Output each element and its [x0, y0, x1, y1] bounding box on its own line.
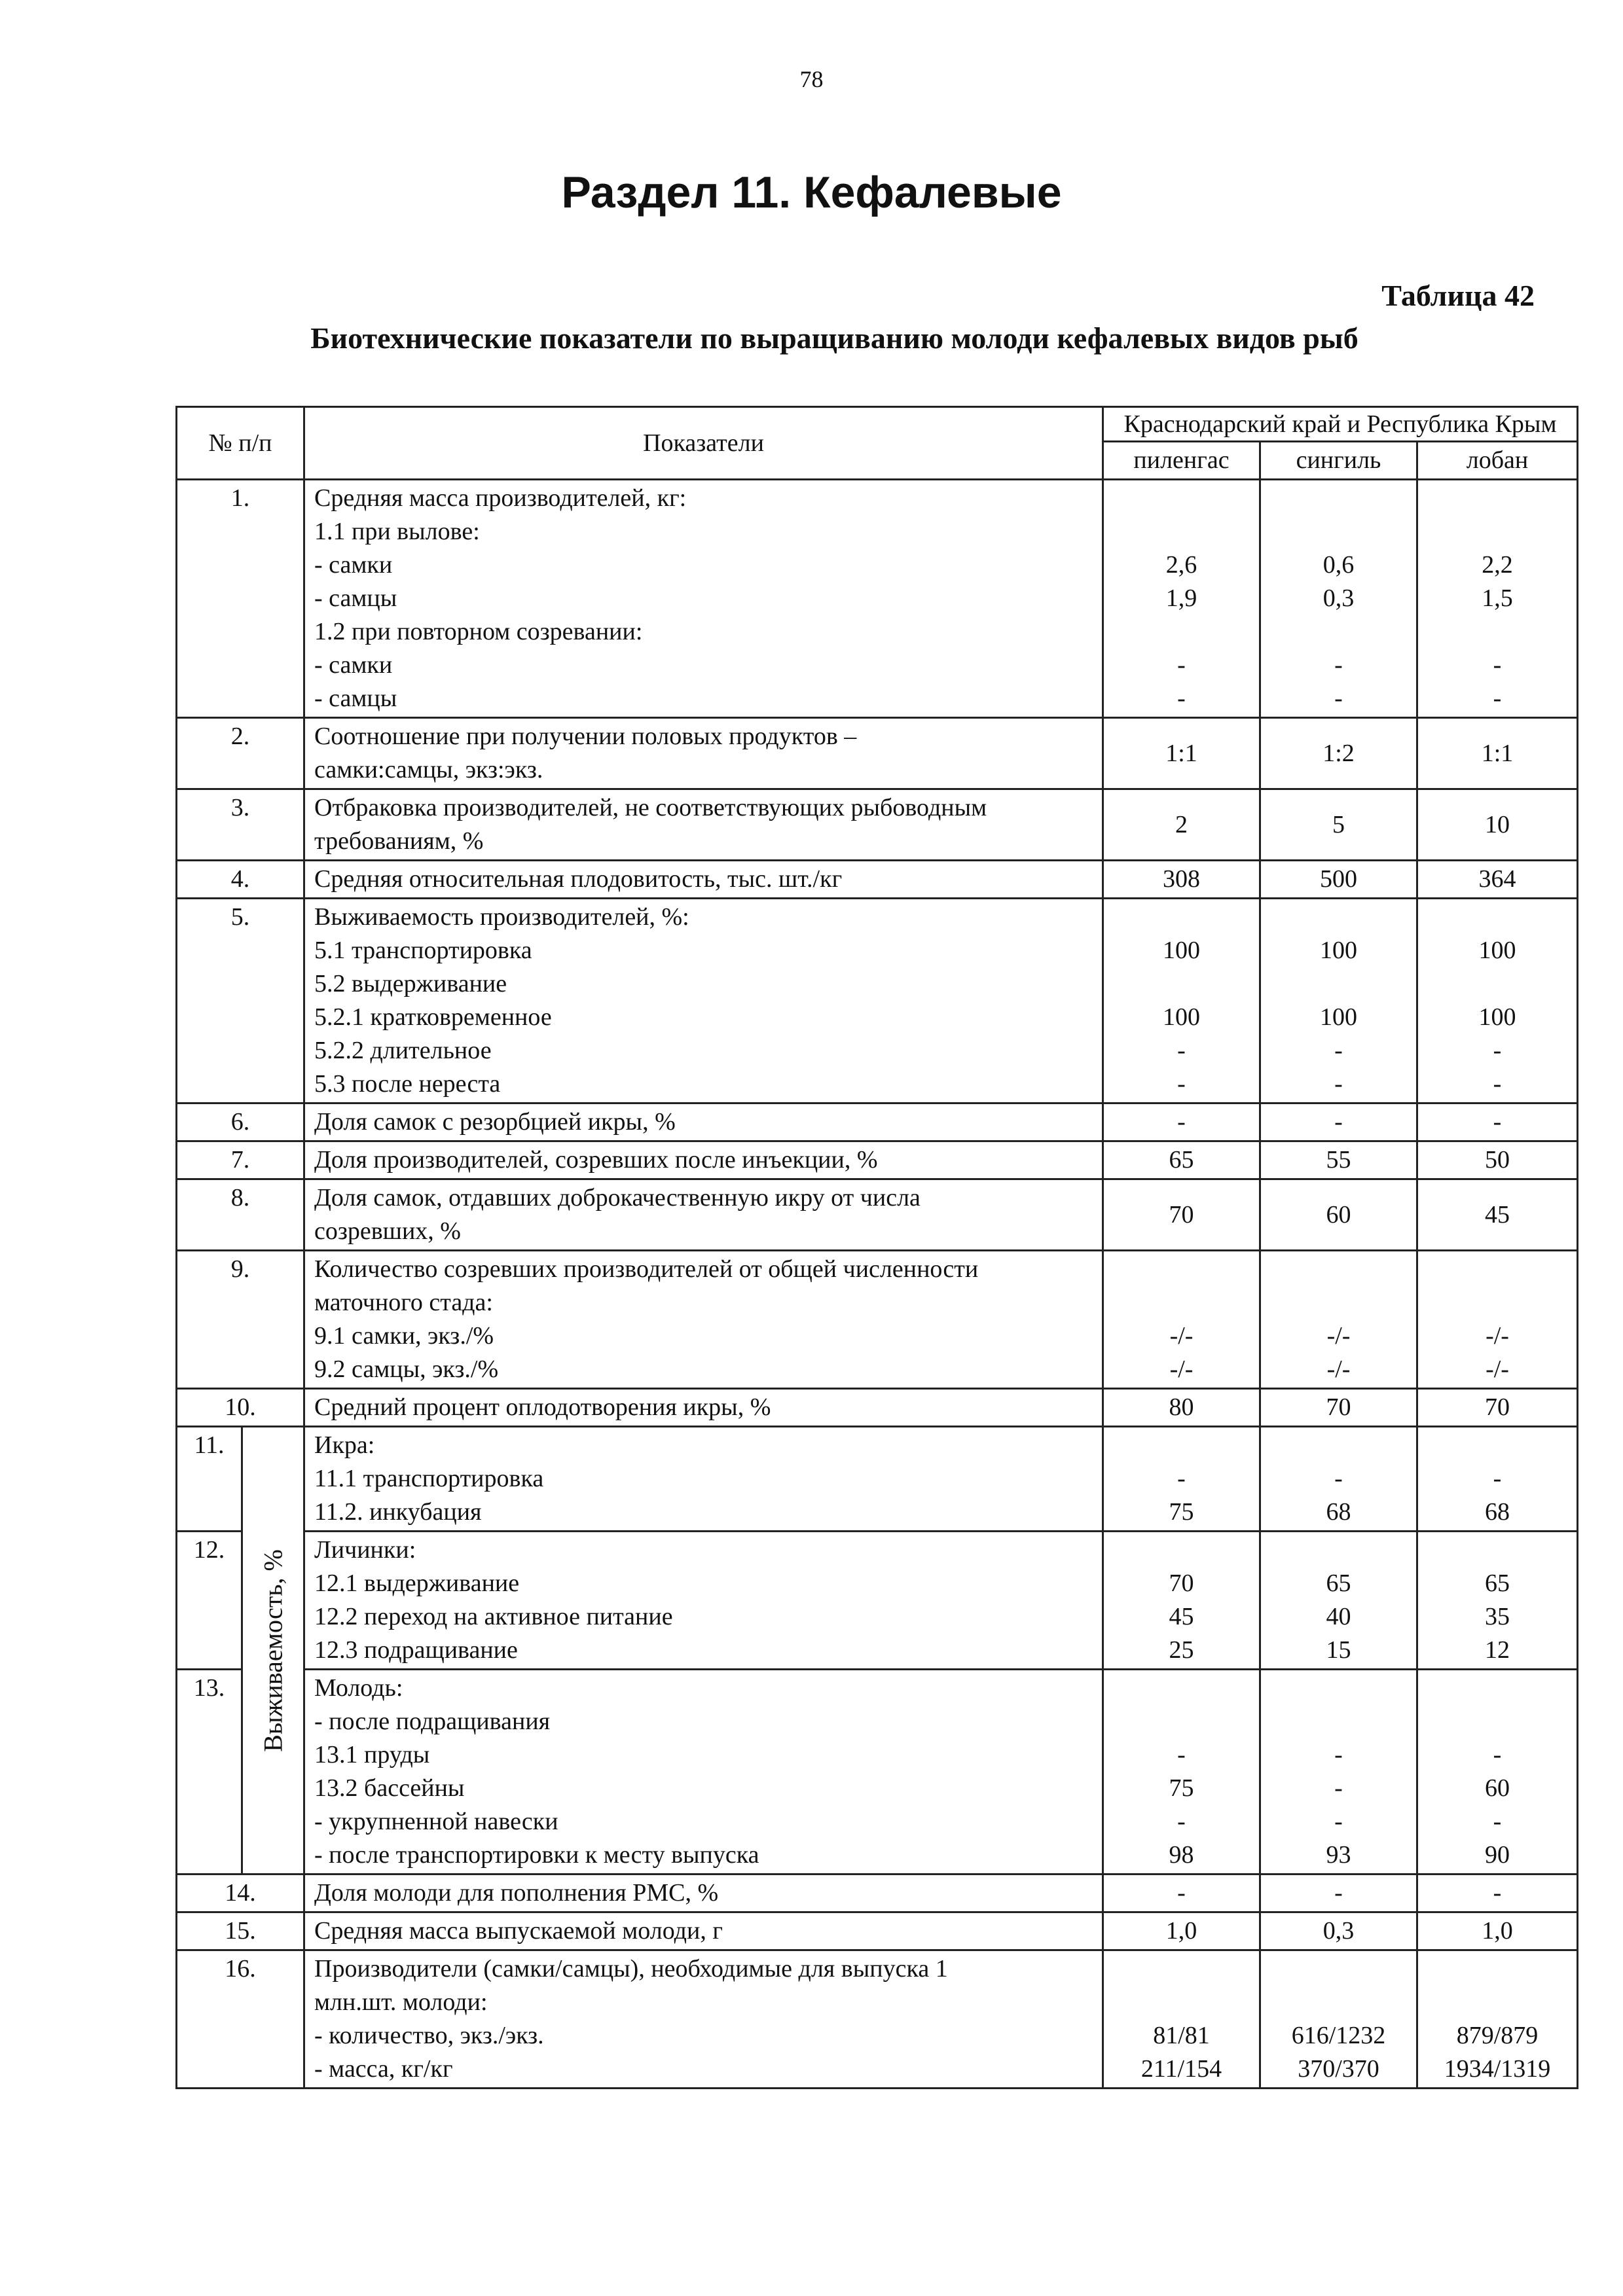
value-cell-pilengas: [1103, 1912, 1260, 1950]
value-cell-loban: [1417, 1389, 1578, 1427]
value-line: [1270, 1534, 1407, 1567]
value: 0,3: [1322, 1917, 1355, 1945]
value-line: 370/370: [1298, 2055, 1379, 2083]
value: 1:2: [1322, 739, 1355, 767]
value-line: 98: [1169, 1841, 1194, 1869]
value-line: 211/154: [1140, 2055, 1222, 2083]
value-cell-loban: [1417, 861, 1578, 899]
value-line: -: [1177, 685, 1186, 712]
header-region: Краснодарский край и Республика Крым: [1103, 407, 1578, 442]
value-cell-loban: [1417, 1251, 1578, 1389]
value-line: [1270, 1429, 1407, 1462]
value-line: [1427, 1286, 1567, 1319]
value: 70: [1326, 1393, 1351, 1421]
value: 70: [1485, 1393, 1510, 1421]
value-line: -: [1177, 1070, 1186, 1098]
value-line: 60: [1485, 1774, 1510, 1802]
indicator-cell: [304, 1912, 1103, 1950]
indicator-line: 9.1 самки, экз./%: [314, 1322, 494, 1350]
value-line: 100: [1320, 1003, 1357, 1031]
table-row: [177, 899, 1578, 1103]
row-number: 2.: [177, 718, 304, 789]
table-row: [177, 718, 1578, 789]
table-row: [177, 1103, 1578, 1141]
value-cell-pilengas: [1103, 1179, 1260, 1251]
header-species-loban: лобан: [1417, 442, 1578, 480]
table-row: [177, 480, 1578, 718]
page-number: 78: [799, 66, 824, 92]
indicator-line: Средняя относительная плодовитость, тыс. шт./кг: [314, 865, 843, 893]
section-title: Раздел 11. Кефалевые: [561, 168, 1062, 217]
value: -: [1177, 1108, 1186, 1136]
indicator-cell: [304, 1389, 1103, 1427]
value-line: -: [1177, 1465, 1186, 1492]
value-cell-pilengas: [1103, 1103, 1260, 1141]
value-line: -: [1177, 1808, 1186, 1835]
value: 1:1: [1481, 739, 1514, 767]
indicator-line: Средняя масса выпускаемой молоди, г: [314, 1917, 723, 1945]
indicator-line: Молодь:: [314, 1674, 403, 1702]
value-line: -: [1334, 1465, 1343, 1492]
indicator-cell: [304, 1532, 1103, 1670]
row-number: 4.: [177, 861, 304, 899]
value-line: [1427, 1534, 1567, 1567]
value: 55: [1326, 1146, 1351, 1174]
value-cell-singil: [1260, 1389, 1417, 1427]
value-line: [1427, 1429, 1567, 1462]
indicator-line: Соотношение при получении половых продуктов –: [314, 723, 857, 750]
indicator-cell: [304, 861, 1103, 899]
value-line: 75: [1169, 1498, 1194, 1526]
value-cell-singil: [1260, 1532, 1417, 1670]
value-line: 100: [1478, 1003, 1516, 1031]
value-line: [1113, 515, 1250, 548]
value-cell-pilengas: [1103, 1950, 1260, 2089]
value-cell-singil: [1260, 480, 1417, 718]
value-line: 35: [1485, 1603, 1510, 1630]
value-cell-loban: [1417, 1179, 1578, 1251]
value-cell-singil: [1260, 1427, 1417, 1532]
value-line: 68: [1326, 1498, 1351, 1526]
value-line: 65: [1485, 1570, 1510, 1597]
indicator-line: 13.1 пруды: [314, 1741, 430, 1768]
value-cell-loban: [1417, 789, 1578, 861]
value-line: -: [1493, 685, 1502, 712]
value: 308: [1163, 865, 1200, 893]
value-line: 81/81: [1153, 2022, 1210, 2049]
survival-label: Выживаемость, %: [258, 1549, 288, 1752]
indicator-line: 9.2 самцы, экз./%: [314, 1355, 499, 1383]
value-line: 0,3: [1322, 584, 1355, 612]
value: 1,0: [1482, 1917, 1513, 1945]
value-line: 15: [1326, 1636, 1351, 1664]
indicator-line: - самцы: [314, 584, 397, 612]
indicator-line: - самцы: [314, 685, 397, 712]
value-line: [1113, 1429, 1250, 1462]
value-cell-pilengas: [1103, 718, 1260, 789]
value-cell-singil: [1260, 1912, 1417, 1950]
value-cell-loban: [1417, 1427, 1578, 1532]
value-line: [1270, 1286, 1407, 1319]
value-line: [1427, 1705, 1567, 1738]
value-cell-loban: [1417, 480, 1578, 718]
indicator-line: - после подращивания: [314, 1708, 551, 1735]
value-line: 616/1232: [1291, 2022, 1386, 2049]
value-line: -/-: [1486, 1322, 1509, 1350]
value-line: [1113, 482, 1250, 515]
indicator-cell: [304, 1950, 1103, 2089]
value-cell-singil: [1260, 1670, 1417, 1874]
indicator-line: Икра:: [314, 1431, 375, 1459]
indicator-cell: [304, 1103, 1103, 1141]
value-line: [1113, 1705, 1250, 1738]
value: -: [1493, 1879, 1502, 1907]
row-number: 9.: [177, 1251, 304, 1389]
value-line: 45: [1169, 1603, 1194, 1630]
value-line: 100: [1478, 937, 1516, 964]
indicator-line: - масса, кг/кг: [314, 2055, 453, 2083]
value-line: 100: [1163, 1003, 1200, 1031]
value: 5: [1332, 810, 1345, 838]
value: -: [1493, 1108, 1502, 1136]
value-line: -: [1493, 1070, 1502, 1098]
indicator-line: маточного стада:: [314, 1289, 493, 1316]
value-cell-singil: [1260, 1950, 1417, 2089]
row-number: 5.: [177, 899, 304, 1103]
header-species-singil: сингиль: [1260, 442, 1417, 480]
row-number: 1.: [177, 480, 304, 718]
table-row: [177, 1389, 1578, 1427]
indicator-line: 11.1 транспортировка: [314, 1465, 544, 1492]
value-line: -: [1493, 1808, 1502, 1835]
value-cell-loban: [1417, 899, 1578, 1103]
value-line: [1270, 967, 1407, 1001]
value: 70: [1169, 1200, 1194, 1229]
value-line: [1113, 1952, 1250, 1986]
value-line: [1113, 901, 1250, 934]
indicator-line: самки:самцы, экз:экз.: [314, 756, 543, 783]
indicator-line: созревших, %: [314, 1217, 461, 1245]
value-line: [1270, 1952, 1407, 1986]
indicator-line: Личинки:: [314, 1536, 416, 1564]
row-number: 11.: [177, 1427, 242, 1532]
value-line: [1113, 615, 1250, 649]
value-line: [1113, 1286, 1250, 1319]
value-cell-loban: [1417, 1141, 1578, 1179]
indicator-cell: [304, 1874, 1103, 1912]
value-cell-pilengas: [1103, 1389, 1260, 1427]
value-line: [1113, 1253, 1250, 1286]
value-line: [1270, 1705, 1407, 1738]
value-line: 70: [1169, 1570, 1194, 1597]
value-line: -/-: [1326, 1322, 1351, 1350]
value-line: [1427, 515, 1567, 548]
value-cell-loban: [1417, 1950, 1578, 2089]
value-line: 2,2: [1482, 551, 1513, 579]
value-line: [1427, 1253, 1567, 1286]
indicator-line: Доля самок с резорбцией икры, %: [314, 1108, 676, 1136]
indicator-line: 12.2 переход на активное питание: [314, 1603, 673, 1630]
table-row: [177, 1950, 1578, 2089]
indicator-line: Доля самок, отдавших доброкачественную икру от числа: [314, 1184, 921, 1211]
value-line: [1270, 1253, 1407, 1286]
indicator-line: 5.3 после нереста: [314, 1070, 501, 1098]
indicator-line: Средний процент оплодотворения икры, %: [314, 1393, 771, 1421]
indicator-line: требованиям, %: [314, 827, 484, 855]
value-line: 100: [1163, 937, 1200, 964]
row-number: 13.: [177, 1670, 242, 1874]
value-line: -: [1334, 685, 1343, 712]
header-species-pilengas: пиленгас: [1103, 442, 1260, 480]
indicator-line: 11.2. инкубация: [314, 1498, 482, 1526]
value: 1:1: [1165, 739, 1197, 767]
value-cell-singil: [1260, 1251, 1417, 1389]
indicator-line: 5.2 выдерживание: [314, 970, 507, 997]
table-row: [177, 1179, 1578, 1251]
value-line: 68: [1485, 1498, 1510, 1526]
biotech-table: [175, 406, 1578, 2089]
value-cell-singil: [1260, 1179, 1417, 1251]
value-cell-pilengas: [1103, 480, 1260, 718]
row-number: 6.: [177, 1103, 304, 1141]
value-cell-pilengas: [1103, 1670, 1260, 1874]
value-line: [1427, 482, 1567, 515]
value-line: [1427, 1952, 1567, 1986]
indicator-line: 5.2.2 длительное: [314, 1037, 492, 1064]
indicator-line: 1.2 при повторном созревании:: [314, 618, 643, 645]
table-row: [177, 789, 1578, 861]
value-cell-pilengas: [1103, 1874, 1260, 1912]
value-line: [1270, 901, 1407, 934]
value: 364: [1478, 865, 1516, 893]
value-line: [1113, 1534, 1250, 1567]
table-row: [177, 1874, 1578, 1912]
value-line: [1427, 901, 1567, 934]
indicator-line: 5.1 транспортировка: [314, 937, 532, 964]
table-row: [177, 861, 1578, 899]
value-line: -: [1334, 1037, 1343, 1064]
indicator-cell: [304, 899, 1103, 1103]
value-cell-loban: [1417, 1912, 1578, 1950]
indicator-cell: [304, 480, 1103, 718]
value-line: -/-: [1169, 1322, 1194, 1350]
value-line: 2,6: [1165, 551, 1197, 579]
value-line: [1427, 1672, 1567, 1705]
value-cell-loban: [1417, 1874, 1578, 1912]
indicator-line: - количество, экз./экз.: [314, 2022, 544, 2049]
value-line: -: [1493, 1037, 1502, 1064]
indicator-line: Количество созревших производителей от общей численности: [314, 1255, 979, 1283]
value-line: -: [1334, 651, 1343, 679]
value-line: -: [1177, 651, 1186, 679]
table-row-survival: [177, 1670, 1578, 1874]
indicator-line: Отбраковка производителей, не соответствующих рыбоводным: [314, 794, 987, 821]
value-cell-singil: [1260, 1141, 1417, 1179]
value-cell-pilengas: [1103, 899, 1260, 1103]
value-cell-loban: [1417, 718, 1578, 789]
value: 80: [1169, 1393, 1194, 1421]
value-cell-singil: [1260, 718, 1417, 789]
value-line: -/-: [1169, 1355, 1194, 1383]
value-line: -: [1493, 1741, 1502, 1768]
value-line: [1427, 967, 1567, 1001]
value: -: [1177, 1879, 1186, 1907]
indicator-line: 12.3 подращивание: [314, 1636, 518, 1664]
value-line: 1,5: [1482, 584, 1513, 612]
indicator-line: 1.1 при вылове:: [314, 518, 480, 545]
indicator-line: Доля производителей, созревших после инъекции, %: [314, 1146, 878, 1174]
value-line: -: [1177, 1037, 1186, 1064]
value-line: 1,9: [1165, 584, 1197, 612]
survival-label-cell: [242, 1427, 304, 1874]
value-line: -: [1493, 651, 1502, 679]
indicator-cell: [304, 1141, 1103, 1179]
value-line: [1270, 615, 1407, 649]
value: 2: [1175, 810, 1188, 838]
value-line: [1113, 1672, 1250, 1705]
value: -: [1334, 1879, 1343, 1907]
value-line: [1270, 1986, 1407, 2019]
table-caption: Биотехнические показатели по выращиванию молоди кефалевых видов рыб: [310, 321, 1359, 355]
indicator-line: млн.шт. молоди:: [314, 1988, 488, 2016]
value-line: 0,6: [1322, 551, 1355, 579]
value-line: 25: [1169, 1636, 1194, 1664]
value-line: [1427, 615, 1567, 649]
indicator-line: Производители (самки/самцы), необходимые для выпуска 1: [314, 1955, 948, 1982]
indicator-cell: [304, 1251, 1103, 1389]
table-row: [177, 1251, 1578, 1389]
value: 45: [1485, 1200, 1510, 1229]
table-row: [177, 1141, 1578, 1179]
value-line: -: [1177, 1741, 1186, 1768]
value-cell-singil: [1260, 789, 1417, 861]
value-line: [1270, 515, 1407, 548]
value-line: 100: [1320, 937, 1357, 964]
indicator-line: Доля молоди для пополнения РМС, %: [314, 1879, 719, 1907]
value-line: -: [1334, 1808, 1343, 1835]
header-num: № п/п: [177, 407, 304, 480]
header-indicators: Показатели: [304, 407, 1103, 480]
indicator-line: Средняя масса производителей, кг:: [314, 484, 687, 512]
value-cell-singil: [1260, 861, 1417, 899]
value-cell-singil: [1260, 1103, 1417, 1141]
indicator-cell: [304, 1179, 1103, 1251]
value-line: [1270, 1672, 1407, 1705]
value-line: [1270, 482, 1407, 515]
value-line: [1113, 967, 1250, 1001]
table-row-survival: [177, 1532, 1578, 1670]
indicator-line: Выживаемость производителей, %:: [314, 903, 689, 931]
value: -: [1334, 1108, 1343, 1136]
indicator-line: 5.2.1 кратковременное: [314, 1003, 552, 1031]
indicator-cell: [304, 1427, 1103, 1532]
indicator-cell: [304, 718, 1103, 789]
header-row: [177, 407, 1578, 442]
value-cell-pilengas: [1103, 1532, 1260, 1670]
indicator-line: - укрупненной навески: [314, 1808, 558, 1835]
row-number: 7.: [177, 1141, 304, 1179]
row-number: 8.: [177, 1179, 304, 1251]
value: 1,0: [1165, 1917, 1197, 1945]
value-line: 75: [1169, 1774, 1194, 1802]
value-line: 879/879: [1456, 2022, 1539, 2049]
value-cell-pilengas: [1103, 1141, 1260, 1179]
value-cell-loban: [1417, 1103, 1578, 1141]
value-line: -: [1493, 1465, 1502, 1492]
value-cell-singil: [1260, 899, 1417, 1103]
value: 50: [1485, 1146, 1510, 1174]
value-line: 90: [1485, 1841, 1510, 1869]
value-line: 1934/1319: [1444, 2055, 1551, 2083]
value-cell-singil: [1260, 1874, 1417, 1912]
indicator-line: 13.2 бассейны: [314, 1774, 465, 1802]
value-line: -: [1334, 1774, 1343, 1802]
value: 500: [1320, 865, 1357, 893]
value-line: [1427, 1986, 1567, 2019]
row-number: 3.: [177, 789, 304, 861]
value-cell-pilengas: [1103, 1251, 1260, 1389]
indicator-line: - после транспортировки к месту выпуска: [314, 1841, 759, 1869]
value-line: 40: [1326, 1603, 1351, 1630]
value-cell-loban: [1417, 1532, 1578, 1670]
value-line: -/-: [1486, 1355, 1509, 1383]
value-line: -: [1334, 1070, 1343, 1098]
value-line: -/-: [1326, 1355, 1351, 1383]
value-cell-loban: [1417, 1670, 1578, 1874]
row-number: 10.: [177, 1389, 304, 1427]
indicator-cell: [304, 789, 1103, 861]
value-line: [1113, 1986, 1250, 2019]
value-line: 12: [1485, 1636, 1510, 1664]
value: 65: [1169, 1146, 1194, 1174]
value-cell-pilengas: [1103, 861, 1260, 899]
indicator-line: - самки: [314, 551, 393, 579]
row-number: 14.: [177, 1874, 304, 1912]
value: 60: [1326, 1200, 1351, 1229]
value-line: -: [1334, 1741, 1343, 1768]
value-cell-pilengas: [1103, 789, 1260, 861]
value-cell-pilengas: [1103, 1427, 1260, 1532]
indicator-line: - самки: [314, 651, 393, 679]
value-line: 65: [1326, 1570, 1351, 1597]
row-number: 15.: [177, 1912, 304, 1950]
value-line: 93: [1326, 1841, 1351, 1869]
indicator-cell: [304, 1670, 1103, 1874]
row-number: 12.: [177, 1532, 242, 1670]
indicator-line: 12.1 выдерживание: [314, 1570, 520, 1597]
table-row-survival: [177, 1427, 1578, 1532]
table-number: Таблица 42: [1381, 279, 1535, 312]
value: 10: [1485, 810, 1510, 838]
row-number: 16.: [177, 1950, 304, 2089]
table-row: [177, 1912, 1578, 1950]
